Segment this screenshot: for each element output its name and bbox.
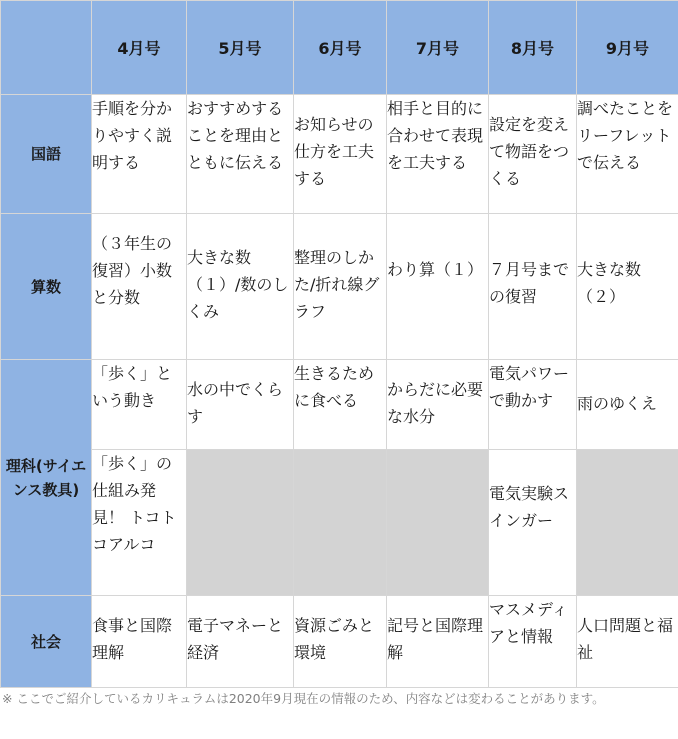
- cell-rika1-june: 生きるために食べる: [294, 360, 387, 450]
- cell-rika2-september: [577, 450, 678, 596]
- cell-kokugo-august: 設定を変えて物語をつくる: [489, 95, 577, 214]
- row-rika-1: [1, 360, 678, 450]
- cell-rika1-september: 雨のゆくえ: [577, 360, 678, 450]
- month-header-may: 5月号: [187, 1, 294, 95]
- row-kokugo: [1, 95, 678, 214]
- cell-rika2-august: 電気実験スインガー: [489, 450, 577, 596]
- header-corner: [1, 1, 92, 95]
- cell-rika2-april: 「歩く」の仕組み発見！ トコトコアルコ: [92, 450, 187, 596]
- cell-rika1-july: からだに必要な水分: [387, 360, 489, 450]
- row-shakai: [1, 596, 678, 688]
- subject-shakai: 社会: [1, 596, 92, 688]
- cell-shakai-september: 人口問題と福祉: [577, 596, 678, 688]
- month-header-april: 4月号: [92, 1, 187, 95]
- cell-rika2-june: [294, 450, 387, 596]
- cell-shakai-june: 資源ごみと環境: [294, 596, 387, 688]
- cell-rika2-may: [187, 450, 294, 596]
- month-header-july: 7月号: [387, 1, 489, 95]
- cell-kokugo-september: 調べたことをリーフレットで伝える: [577, 95, 678, 214]
- cell-sansu-september: 大きな数（２）: [577, 214, 678, 360]
- subject-sansu: 算数: [1, 214, 92, 360]
- cell-kokugo-june: お知らせの仕方を工夫する: [294, 95, 387, 214]
- cell-shakai-july: 記号と国際理解: [387, 596, 489, 688]
- month-header-august: 8月号: [489, 1, 577, 95]
- cell-sansu-may: 大きな数（１）/数のしくみ: [187, 214, 294, 360]
- cell-shakai-april: 食事と国際理解: [92, 596, 187, 688]
- cell-shakai-august: マスメディアと情報: [489, 596, 577, 688]
- cell-rika1-april: 「歩く」という動き: [92, 360, 187, 450]
- row-sansu: [1, 214, 678, 360]
- footnote: ※ ここでご紹介しているカリキュラムは2020年9月現在の情報のため、内容などは変わることがあります。: [2, 691, 605, 706]
- month-header-september: 9月号: [577, 1, 678, 95]
- cell-sansu-august: ７月号までの復習: [489, 214, 577, 360]
- row-rika-2: [1, 450, 678, 596]
- cell-shakai-may: 電子マネーと経済: [187, 596, 294, 688]
- subject-kokugo: 国語: [1, 95, 92, 214]
- cell-sansu-april: （３年生の復習）小数と分数: [92, 214, 187, 360]
- cell-kokugo-july: 相手と目的に合わせて表現を工夫する: [387, 95, 489, 214]
- header-row: [1, 1, 678, 95]
- cell-kokugo-april: 手順を分かりやすく説明する: [92, 95, 187, 214]
- cell-rika1-may: 水の中でくらす: [187, 360, 294, 450]
- cell-sansu-july: わり算（１）: [387, 214, 489, 360]
- cell-rika1-august: 電気パワーで動かす: [489, 360, 577, 450]
- cell-rika2-july: [387, 450, 489, 596]
- cell-kokugo-may: おすすめすることを理由とともに伝える: [187, 95, 294, 214]
- subject-rika: 理科(サイエンス教具): [1, 360, 92, 596]
- cell-sansu-june: 整理のしかた/折れ線グラフ: [294, 214, 387, 360]
- month-header-june: 6月号: [294, 1, 387, 95]
